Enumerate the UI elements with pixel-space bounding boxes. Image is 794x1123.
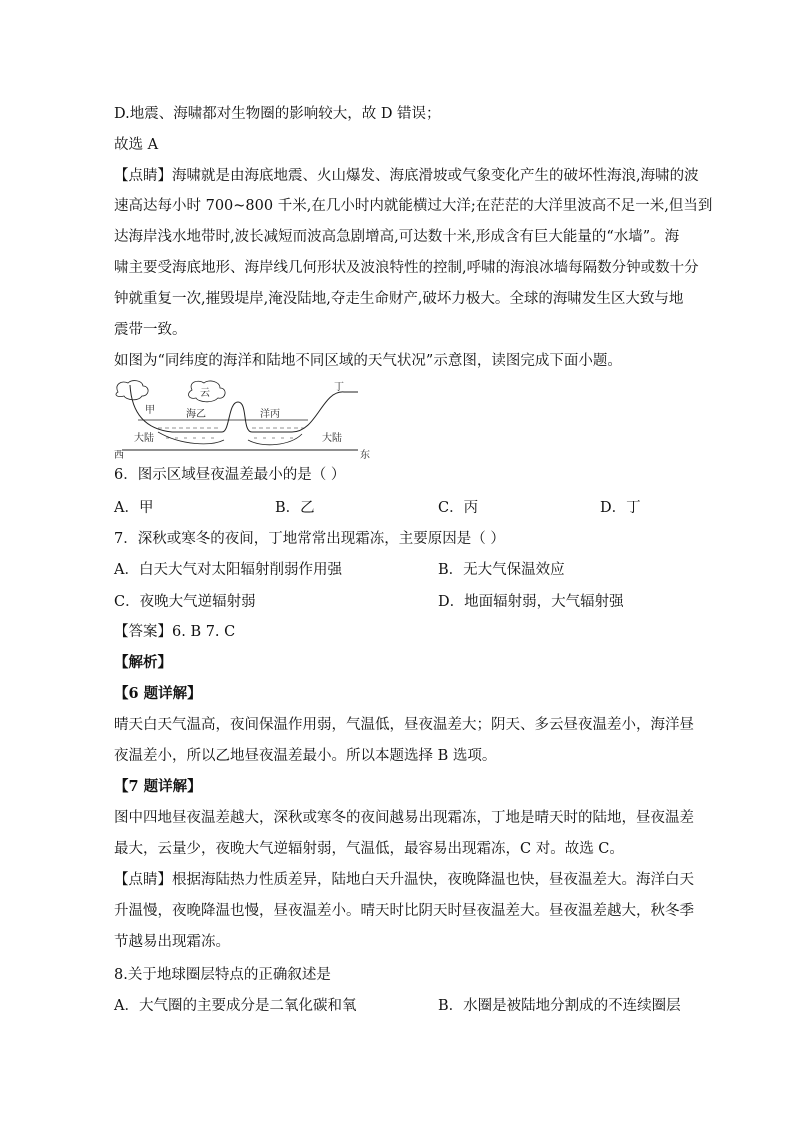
q7-option-b: B．无大气保温效应 [438, 562, 565, 578]
text-line: 【点睛】根据海陆热力性质差异，陆地白天升温快，夜晚降温也快，昼夜温差大。海洋白天 [114, 872, 694, 888]
cloud-icon [116, 381, 148, 400]
text-line: 晴天白天气温高，夜间保温作用弱，气温低，昼夜温差大；阴天、多云昼夜温差小，海洋昼 [114, 717, 694, 733]
q8-option-b: B．水圈是被陆地分割成的不连续圈层 [438, 998, 681, 1014]
q7-option-d: D．地面辐射弱，大气辐射强 [438, 594, 624, 610]
label-dalu-left: 大陆 [134, 433, 154, 444]
text-line: 图中四地昼夜温差越大，深秋或寒冬的夜间越易出现霜冻，丁地是晴天时的陆地，昼夜温差 [114, 810, 694, 826]
label-dalu-right: 大陆 [322, 433, 342, 444]
q6-detail-heading: 【6 题详解】 [114, 685, 202, 702]
q7-option-c: C．夜晚大气逆辐射弱 [114, 594, 256, 610]
q6-option-d: D．丁 [600, 500, 641, 516]
text-line: 钟就重复一次,摧毁堤岸,淹没陆地,夺走生命财产,破坏力极大。全球的海啸发生区大致与地 [114, 291, 684, 307]
text-line: 最大，云量少，夜晚大气逆辐射弱，气温低，最容易出现霜冻，C 对。故选 C。 [114, 841, 624, 857]
label-xi: 西 [114, 450, 124, 460]
text-line: 如图为“同纬度的海洋和陆地不同区域的天气状况”示意图，读图完成下面小题。 [114, 353, 622, 369]
question-7: 7．深秋或寒冬的夜间，丁地常常出现霜冻，主要原因是（ ） [114, 531, 505, 547]
text-line: 达海岸浅水地带时,波长减短而波高急剧增高,可达数十米,形成含有巨大能量的“水墙”。海 [114, 229, 680, 245]
weather-diagram [112, 380, 374, 460]
label-dong: 东 [360, 450, 370, 460]
answer-line: 【答案】6. B 7. C [114, 624, 236, 640]
label-hai-yi: 海乙 [186, 409, 206, 420]
label-ding: 丁 [334, 382, 344, 393]
label-yun: 云 [200, 388, 210, 399]
text-line: 速高达每小时 700~800 千米,在几小时内就能横过大洋;在茫茫的大洋里波高不足一米,但当到 [114, 198, 713, 214]
label-yang-bing: 洋丙 [260, 409, 280, 420]
text-line: 震带一致。 [114, 322, 187, 338]
q7-option-a: A．白天大气对太阳辐射削弱作用强 [114, 562, 342, 578]
question-6: 6．图示区域昼夜温差最小的是（ ） [114, 467, 346, 483]
text-line: 节越易出现霜冻。 [114, 934, 230, 950]
text-line: 【点睛】海啸就是由海底地震、火山爆发、海底滑坡或气象变化产生的破坏性海浪,海啸的波 [114, 168, 699, 184]
analysis-heading: 【解析】 [114, 654, 172, 671]
q7-detail-heading: 【7 题详解】 [114, 778, 202, 795]
q8-option-a: A．大气圈的主要成分是二氧化碳和氧 [114, 998, 357, 1014]
label-jia: 甲 [145, 405, 155, 416]
q6-option-b: B．乙 [275, 500, 315, 516]
question-8: 8.关于地球圈层特点的正确叙述是 [114, 967, 331, 983]
text-line: 夜温差小，所以乙地昼夜温差最小。所以本题选择 B 选项。 [114, 748, 497, 764]
q6-option-c: C．丙 [438, 500, 479, 516]
text-line: 啸主要受海底地形、海岸线几何形状及波浪特性的控制,呼啸的海浪冰墙每隔数分钟或数十分 [114, 260, 699, 276]
text-line: D.地震、海啸都对生物圈的影响较大，故 D 错误； [114, 106, 441, 122]
q6-option-a: A．甲 [114, 500, 154, 516]
text-line: 升温慢，夜晚降温也慢，昼夜温差小。晴天时比阴天时昼夜温差大。昼夜温差越大，秋冬季 [114, 903, 694, 919]
text-line: 故选 A [114, 137, 159, 153]
